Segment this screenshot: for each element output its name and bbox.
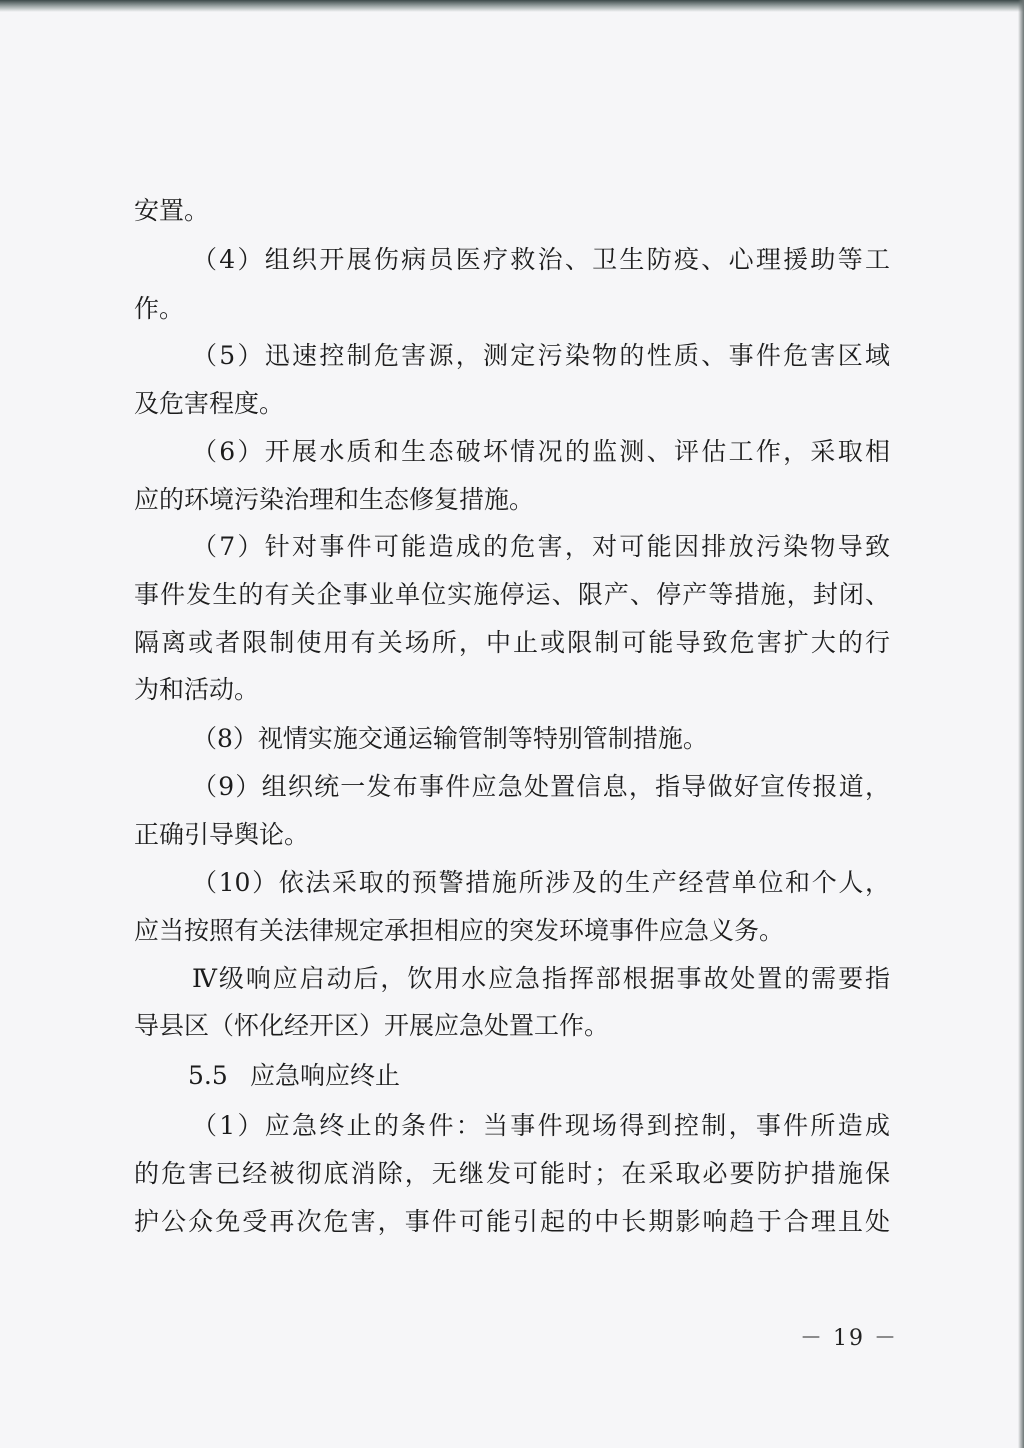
text-line: （10）依法采取的预警措施所涉及的生产经营单位和个人， (192, 868, 890, 897)
text-line: 正确引导舆论。 (134, 820, 310, 849)
section-number: 5.5 (188, 1061, 228, 1090)
text-line: 事件发生的有关企事业单位实施停运、限产、停产等措施，封闭、 (134, 580, 890, 609)
text-line: 导县区（怀化经开区）开展应急处置工作。 (134, 1011, 610, 1040)
text-line: （1）应急终止的条件：当事件现场得到控制，事件所造成 (192, 1111, 890, 1140)
text-line: 护公众免受再次危害，事件可能引起的中长期影响趋于合理且处 (134, 1207, 890, 1236)
section-title: 应急响应终止 (250, 1061, 401, 1090)
text-line: （6）开展水质和生态破坏情况的监测、评估工作，采取相 (192, 437, 890, 466)
text-line: 为和活动。 (134, 675, 260, 704)
text-line: 作。 (134, 294, 185, 323)
text-line: Ⅳ级响应启动后，饮用水应急指挥部根据事故处置的需要指 (192, 964, 890, 993)
text-line: 及危害程度。 (134, 389, 285, 418)
text-line: 应的环境污染治理和生态修复措施。 (134, 485, 535, 514)
text-line: 隔离或者限制使用有关场所，中止或限制可能导致危害扩大的行 (134, 628, 890, 657)
section-heading (188, 1053, 400, 1099)
text-line: 应当按照有关法律规定承担相应的突发环境事件应急义务。 (134, 916, 785, 945)
text-line: （5）迅速控制危害源，测定污染物的性质、事件危害区域 (192, 341, 890, 370)
text-line: （9）组织统一发布事件应急处置信息，指导做好宣传报道， (192, 772, 890, 801)
text-line: （4）组织开展伤病员医疗救治、卫生防疫、心理援助等工 (192, 245, 890, 274)
page-number: － 19 － (800, 1326, 898, 1351)
text-line: （7）针对事件可能造成的危害，对可能因排放污染物导致 (192, 532, 890, 561)
text-line: 安置。 (134, 196, 210, 225)
text-line: 的危害已经被彻底消除，无继发可能时；在采取必要防护措施保 (134, 1159, 890, 1188)
text-line: （8）视情实施交通运输管制等特别管制措施。 (192, 724, 708, 753)
